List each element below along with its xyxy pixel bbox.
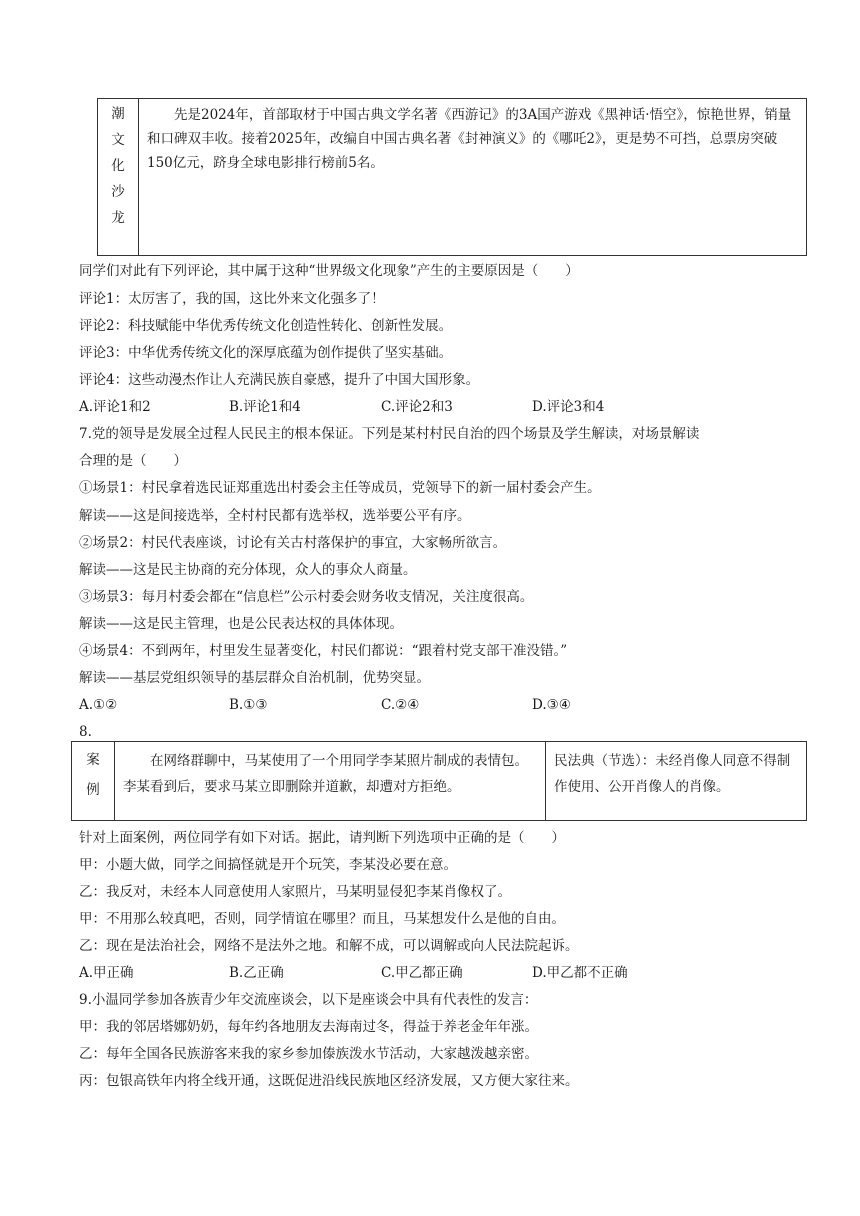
culture-salon-table (97, 98, 807, 256)
q8-dialogue-4: 乙：现在是法治社会，网络不是法外之地。和解不成，可以调解或向人民法院起诉。 (79, 938, 579, 954)
salon-label-char: 化 (111, 158, 125, 174)
q7-reading-3: 解读——这是民主管理，也是公民表达权的具体体现。 (79, 616, 403, 632)
q7-option-a: A.①② (79, 697, 118, 713)
q9-stem: 9.小温同学参加各族青少年交流座谈会，以下是座谈会中具有代表性的发言： (79, 992, 538, 1008)
q7-options (79, 696, 779, 714)
q7-option-d: D.③④ (532, 697, 571, 713)
salon-label-cell (98, 99, 139, 256)
case-label-char: 例 (86, 782, 100, 798)
salon-label-char: 龙 (111, 210, 125, 226)
q6-option-a: A.评论1和2 (79, 399, 151, 415)
q7-scene-3: ③场景3：每月村委会都在“信息栏”公示村委会财务收支情况，关注度很高。 (79, 589, 534, 605)
q8-option-c: C.甲乙都正确 (381, 965, 463, 981)
q7-scene-4: ④场景4：不到两年，村里发生显著变化，村民们都说：“跟着村党支部干准没错。” (79, 643, 568, 659)
salon-label-char: 沙 (111, 184, 125, 200)
q7-reading-4: 解读——基层党组织领导的基层群众自治机制，优势突显。 (79, 670, 430, 686)
q8-option-a: A.甲正确 (79, 965, 134, 981)
q6-option-d: D.评论3和4 (532, 399, 605, 415)
q8-number: 8. (79, 724, 92, 740)
q8-option-b: B.乙正确 (229, 965, 284, 981)
q9-speech-1: 甲：我的邻居塔娜奶奶，每年约各地朋友去海南过冬，得益于养老金年年涨。 (79, 1019, 538, 1035)
q7-option-c: C.②④ (381, 697, 420, 713)
salon-content-cell (139, 99, 807, 256)
q8-stem: 针对上面案例，两位同学有如下对话。据此，请判断下列选项中正确的是（ ） (79, 830, 565, 846)
salon-label-char: 文 (111, 132, 125, 148)
q6-comment-3: 评论3：中华优秀传统文化的深厚底蕴为创作提供了坚实基础。 (79, 345, 453, 361)
q6-comment-4: 评论4：这些动漫杰作让人充满民族自豪感，提升了中国大国形象。 (79, 372, 480, 388)
q8-options (79, 964, 779, 982)
q6-options (79, 398, 779, 416)
salon-label-char: 潮 (111, 106, 125, 122)
case-label-char: 案 (86, 752, 100, 768)
q7-option-b: B.①③ (229, 697, 268, 713)
q9-speech-2: 乙：每年全国各民族游客来我的家乡参加傣族泼水节活动，大家越泼越亲密。 (79, 1046, 538, 1062)
case-table (71, 741, 807, 821)
q6-option-c: C.评论2和3 (381, 399, 453, 415)
law-text: 民法典（节选）：未经肖像人同意不得制作使用、公开肖像人的肖像。 (554, 753, 791, 795)
salon-content-text: 先是2024年，首部取材于中国古典文学名著《西游记》的3A国产游戏《黑神话·悟空》，惊艳世界，销量和口碑双丰收。接着2025年，改编自中国古典名著《封神演义》的《哪吒2》，更是势不可挡，总票房突破150亿元，跻身全球电影排行榜前5名。 (147, 107, 792, 171)
q7-reading-1: 解读——这是间接选举，全村村民都有选举权，选举要公平有序。 (79, 508, 471, 524)
q9-speech-3: 丙：包银高铁年内将全线开通，这既促进沿线民族地区经济发展，又方便大家往来。 (79, 1073, 579, 1089)
q8-dialogue-2: 乙：我反对，未经本人同意使用人家照片，马某明显侵犯李某肖像权了。 (79, 884, 511, 900)
q8-option-d: D.甲乙都不正确 (532, 965, 628, 981)
q8-dialogue-1: 甲：小题大做，同学之间搞怪就是开个玩笑，李某没必要在意。 (79, 857, 457, 873)
case-text: 在网络群聊中，马某使用了一个用同学李某照片制成的表情包。李某看到后，要求马某立即删除并道歉，却遭对方拒绝。 (123, 753, 528, 795)
q7-reading-2: 解读——这是民主协商的充分体现，众人的事众人商量。 (79, 562, 417, 578)
q6-stem: 同学们对此有下列评论，其中属于这种“世界级文化现象”产生的主要原因是（ ） (79, 263, 579, 279)
case-label-cell (72, 742, 115, 821)
q6-comment-1: 评论1：太厉害了，我的国，这比外来文化强多了！ (79, 291, 385, 307)
q7-stem-line-1: 7.党的领导是发展全过程人民民主的根本保证。下列是某村村民自治的四个场景及学生解读，对场景解读 (79, 426, 700, 442)
q7-stem-line-2: 合理的是（ ） (79, 453, 187, 469)
case-text-cell (115, 742, 546, 821)
q7-scene-2: ②场景2：村民代表座谈，讨论有关古村落保护的事宜，大家畅所欲言。 (79, 535, 507, 551)
q6-option-b: B.评论1和4 (229, 399, 301, 415)
q8-dialogue-3: 甲：不用那么较真吧，否则，同学情谊在哪里？而且，马某想发什么是他的自由。 (79, 911, 565, 927)
q6-comment-2: 评论2：科技赋能中华优秀传统文化创造性转化、创新性发展。 (79, 318, 453, 334)
q7-scene-1: ①场景1：村民拿着选民证郑重选出村委会主任等成员，党领导下的新一届村委会产生。 (79, 480, 601, 496)
law-text-cell (546, 742, 807, 821)
